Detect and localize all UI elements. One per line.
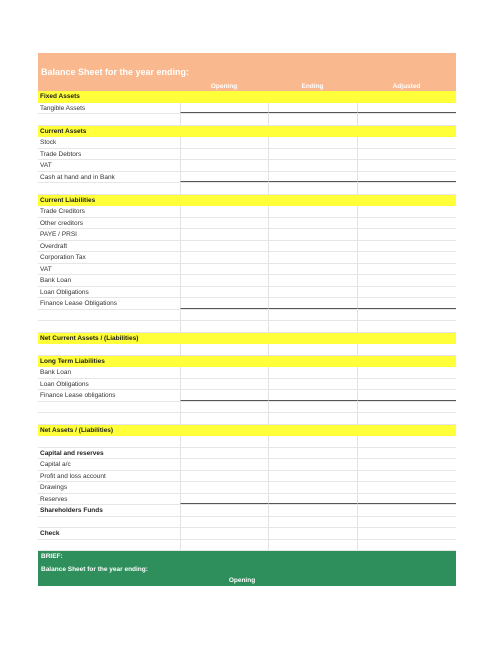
table-row <box>38 264 456 276</box>
value-cell-adjusted[interactable] <box>357 172 456 183</box>
value-cell-ending[interactable] <box>268 413 357 424</box>
value-cell-ending[interactable] <box>268 218 357 229</box>
value-cell-adjusted[interactable] <box>357 183 456 194</box>
value-cell-ending[interactable] <box>268 114 357 125</box>
row-label: Current Liabilities <box>40 196 96 204</box>
section-header-row <box>38 91 456 103</box>
value-cell-opening[interactable] <box>180 413 268 424</box>
brief-band <box>38 551 456 586</box>
value-cell-adjusted[interactable] <box>357 229 456 240</box>
value-cell-adjusted[interactable] <box>357 540 456 551</box>
row-label: Reserves <box>40 495 68 503</box>
row-label: Overdraft <box>40 242 68 250</box>
value-cell-opening[interactable] <box>180 241 268 252</box>
value-cell-adjusted[interactable] <box>357 402 456 413</box>
table-row <box>38 172 456 184</box>
value-cell-opening[interactable] <box>180 459 268 470</box>
row-label: Fixed Assets <box>40 93 80 100</box>
value-cell-opening[interactable] <box>180 402 268 413</box>
value-cell-adjusted[interactable] <box>357 310 456 321</box>
table-row <box>38 298 456 310</box>
value-cell-ending[interactable] <box>268 459 357 470</box>
value-cell-ending[interactable] <box>268 425 357 436</box>
value-cell-adjusted[interactable] <box>357 103 456 114</box>
table-row <box>38 229 456 241</box>
value-cell-opening[interactable] <box>180 356 268 367</box>
value-cell-adjusted[interactable] <box>357 91 456 102</box>
row-label <box>38 540 180 551</box>
balance-sheet <box>38 53 456 586</box>
value-cell-opening[interactable] <box>180 448 268 459</box>
row-label: Capital and reserves <box>40 449 104 457</box>
row-label: Cash at hand and in Bank <box>40 173 115 181</box>
value-cell-opening[interactable] <box>180 425 268 436</box>
value-cell-adjusted[interactable] <box>357 436 456 447</box>
table-row <box>38 310 456 322</box>
value-cell-ending[interactable] <box>268 195 357 206</box>
row-label <box>38 114 180 125</box>
value-cell-ending[interactable] <box>268 264 357 275</box>
value-cell-ending[interactable] <box>268 172 357 183</box>
value-cell-adjusted[interactable] <box>357 390 456 401</box>
table-row <box>38 321 456 333</box>
sheet-rows <box>38 91 456 551</box>
value-cell-opening[interactable] <box>180 149 268 160</box>
value-cell-ending[interactable] <box>268 356 357 367</box>
value-cell-opening[interactable] <box>180 114 268 125</box>
value-cell-opening[interactable] <box>180 137 268 148</box>
value-cell-adjusted[interactable] <box>357 195 456 206</box>
row-label <box>38 321 180 332</box>
row-label <box>38 183 180 194</box>
value-cell-adjusted[interactable] <box>357 275 456 286</box>
row-label: Stock <box>40 139 57 146</box>
value-cell-ending[interactable] <box>268 103 357 114</box>
value-cell-ending[interactable] <box>268 494 357 505</box>
table-row <box>38 206 456 218</box>
value-cell-adjusted[interactable] <box>357 160 456 171</box>
row-label <box>38 517 180 528</box>
value-cell-adjusted[interactable] <box>357 264 456 275</box>
row-label <box>38 436 180 447</box>
value-cell-adjusted[interactable] <box>357 287 456 298</box>
row-label: Net Assets / (Liabilities) <box>40 426 114 434</box>
row-label: Trade Creditors <box>40 208 85 215</box>
value-cell-ending[interactable] <box>268 390 357 401</box>
table-row <box>38 436 456 448</box>
table-row <box>38 379 456 391</box>
value-cell-adjusted[interactable] <box>357 137 456 148</box>
table-row <box>38 517 456 529</box>
row-label: Drawings <box>40 484 68 491</box>
value-cell-ending[interactable] <box>268 367 357 378</box>
value-cell-adjusted[interactable] <box>357 206 456 217</box>
value-cell-opening[interactable] <box>180 494 268 505</box>
value-cell-opening[interactable] <box>180 91 268 102</box>
table-row <box>38 448 456 460</box>
row-label: VAT <box>40 265 52 273</box>
value-cell-adjusted[interactable] <box>357 413 456 424</box>
value-cell-opening[interactable] <box>180 287 268 298</box>
value-cell-ending[interactable] <box>268 275 357 286</box>
section-header-row <box>38 425 456 437</box>
value-cell-opening[interactable] <box>180 126 268 137</box>
value-cell-opening[interactable] <box>180 333 268 344</box>
value-cell-adjusted[interactable] <box>357 344 456 355</box>
value-cell-ending[interactable] <box>268 482 357 493</box>
value-cell-opening[interactable] <box>180 172 268 183</box>
table-row <box>38 160 456 172</box>
value-cell-ending[interactable] <box>268 149 357 160</box>
value-cell-ending[interactable] <box>268 310 357 321</box>
row-label: Trade Debtors <box>40 150 82 158</box>
section-header-row <box>38 333 456 345</box>
row-label: Shareholders Funds <box>40 507 103 514</box>
brief-label: BRIEF: <box>41 553 63 560</box>
value-cell-opening[interactable] <box>180 517 268 528</box>
value-cell-ending[interactable] <box>268 436 357 447</box>
value-cell-adjusted[interactable] <box>357 333 456 344</box>
table-row <box>38 218 456 230</box>
value-cell-ending[interactable] <box>268 505 357 516</box>
row-label <box>38 413 180 424</box>
value-cell-opening[interactable] <box>180 505 268 516</box>
row-label: Finance Lease obligations <box>40 392 116 399</box>
value-cell-adjusted[interactable] <box>357 149 456 160</box>
value-cell-adjusted[interactable] <box>357 241 456 252</box>
value-cell-ending[interactable] <box>268 206 357 217</box>
section-header-row <box>38 356 456 368</box>
value-cell-ending[interactable] <box>268 241 357 252</box>
row-label: Finance Lease Obligations <box>40 300 117 307</box>
row-label: Profit and loss account <box>40 472 106 480</box>
value-cell-opening[interactable] <box>180 183 268 194</box>
table-row <box>38 103 456 115</box>
table-row <box>38 494 456 506</box>
row-label <box>38 344 180 355</box>
value-cell-adjusted[interactable] <box>357 126 456 137</box>
value-cell-adjusted[interactable] <box>357 517 456 528</box>
value-cell-opening[interactable] <box>180 218 268 229</box>
value-cell-ending[interactable] <box>268 160 357 171</box>
value-cell-opening[interactable] <box>180 275 268 286</box>
row-label: Current Assets <box>40 127 87 135</box>
table-row <box>38 252 456 264</box>
value-cell-adjusted[interactable] <box>357 448 456 459</box>
value-cell-ending[interactable] <box>268 137 357 148</box>
row-label <box>38 402 180 413</box>
table-row <box>38 275 456 287</box>
section-header-row <box>38 195 456 207</box>
column-header-opening: Opening <box>210 83 238 90</box>
value-cell-opening[interactable] <box>180 103 268 114</box>
row-label: Capital a/c <box>40 461 71 468</box>
value-cell-ending[interactable] <box>268 229 357 240</box>
value-cell-opening[interactable] <box>180 367 268 378</box>
value-cell-adjusted[interactable] <box>357 252 456 263</box>
column-header-ending: Ending <box>301 83 324 90</box>
value-cell-ending[interactable] <box>268 344 357 355</box>
value-cell-opening[interactable] <box>180 252 268 263</box>
value-cell-adjusted[interactable] <box>357 482 456 493</box>
row-label: Tangible Assets <box>40 104 86 112</box>
value-cell-adjusted[interactable] <box>357 114 456 125</box>
value-cell-ending[interactable] <box>268 287 357 298</box>
value-cell-adjusted[interactable] <box>357 425 456 436</box>
value-cell-opening[interactable] <box>180 471 268 482</box>
table-row <box>38 413 456 425</box>
value-cell-opening[interactable] <box>180 298 268 309</box>
section-header-row <box>38 126 456 138</box>
value-cell-ending[interactable] <box>268 333 357 344</box>
row-label: Other creditors <box>40 219 83 227</box>
value-cell-ending[interactable] <box>268 517 357 528</box>
value-cell-adjusted[interactable] <box>357 471 456 482</box>
value-cell-opening[interactable] <box>180 436 268 447</box>
row-label: Bank Loan <box>40 369 72 376</box>
row-label: VAT <box>40 162 52 169</box>
table-row <box>38 114 456 126</box>
value-cell-ending[interactable] <box>268 252 357 263</box>
table-row <box>38 402 456 414</box>
value-cell-ending[interactable] <box>268 540 357 551</box>
value-cell-adjusted[interactable] <box>357 505 456 516</box>
value-cell-ending[interactable] <box>268 379 357 390</box>
value-cell-opening[interactable] <box>180 310 268 321</box>
table-row <box>38 287 456 299</box>
value-cell-opening[interactable] <box>180 390 268 401</box>
title-band <box>38 53 456 91</box>
row-label: Check <box>40 530 60 537</box>
value-cell-opening[interactable] <box>180 264 268 275</box>
value-cell-opening[interactable] <box>180 206 268 217</box>
value-cell-adjusted[interactable] <box>357 298 456 309</box>
value-cell-opening[interactable] <box>180 321 268 332</box>
sheet-title: Balance Sheet for the year ending: <box>41 67 190 77</box>
row-label: Long Term Liabilities <box>40 357 105 365</box>
row-label: Bank Loan <box>40 277 72 284</box>
row-label: Loan Obligations <box>40 380 89 388</box>
table-row <box>38 540 456 552</box>
table-row <box>38 183 456 195</box>
value-cell-adjusted[interactable] <box>357 459 456 470</box>
value-cell-adjusted[interactable] <box>357 321 456 332</box>
brief-column-opening: Opening <box>228 577 256 584</box>
table-row <box>38 459 456 471</box>
value-cell-opening[interactable] <box>180 229 268 240</box>
value-cell-ending[interactable] <box>268 402 357 413</box>
value-cell-adjusted[interactable] <box>357 528 456 539</box>
row-label: PAYE / PRSI <box>40 231 77 238</box>
value-cell-opening[interactable] <box>180 379 268 390</box>
value-cell-opening[interactable] <box>180 160 268 171</box>
value-cell-opening[interactable] <box>180 528 268 539</box>
row-label: Loan Obligations <box>40 288 89 296</box>
value-cell-ending[interactable] <box>268 298 357 309</box>
value-cell-opening[interactable] <box>180 195 268 206</box>
brief-title: Balance Sheet for the year ending: <box>41 566 148 573</box>
table-row <box>38 528 456 540</box>
value-cell-ending[interactable] <box>268 471 357 482</box>
table-row <box>38 137 456 149</box>
table-row <box>38 505 456 517</box>
value-cell-opening[interactable] <box>180 482 268 493</box>
table-row <box>38 367 456 379</box>
row-label <box>38 310 180 321</box>
value-cell-adjusted[interactable] <box>357 367 456 378</box>
table-row <box>38 149 456 161</box>
value-cell-adjusted[interactable] <box>357 356 456 367</box>
value-cell-opening[interactable] <box>180 540 268 551</box>
value-cell-adjusted[interactable] <box>357 379 456 390</box>
value-cell-ending[interactable] <box>268 183 357 194</box>
row-label: Net Current Assets / (Liabilities) <box>40 334 139 342</box>
table-row <box>38 390 456 402</box>
table-row <box>38 344 456 356</box>
table-row <box>38 482 456 494</box>
value-cell-ending[interactable] <box>268 91 357 102</box>
value-cell-ending[interactable] <box>268 528 357 539</box>
value-cell-adjusted[interactable] <box>357 494 456 505</box>
value-cell-ending[interactable] <box>268 126 357 137</box>
table-row <box>38 241 456 253</box>
value-cell-ending[interactable] <box>268 448 357 459</box>
row-label: Corporation Tax <box>40 254 86 261</box>
column-header-adjusted: Adjusted <box>392 83 421 90</box>
table-row <box>38 471 456 483</box>
value-cell-opening[interactable] <box>180 344 268 355</box>
value-cell-ending[interactable] <box>268 321 357 332</box>
value-cell-adjusted[interactable] <box>357 218 456 229</box>
